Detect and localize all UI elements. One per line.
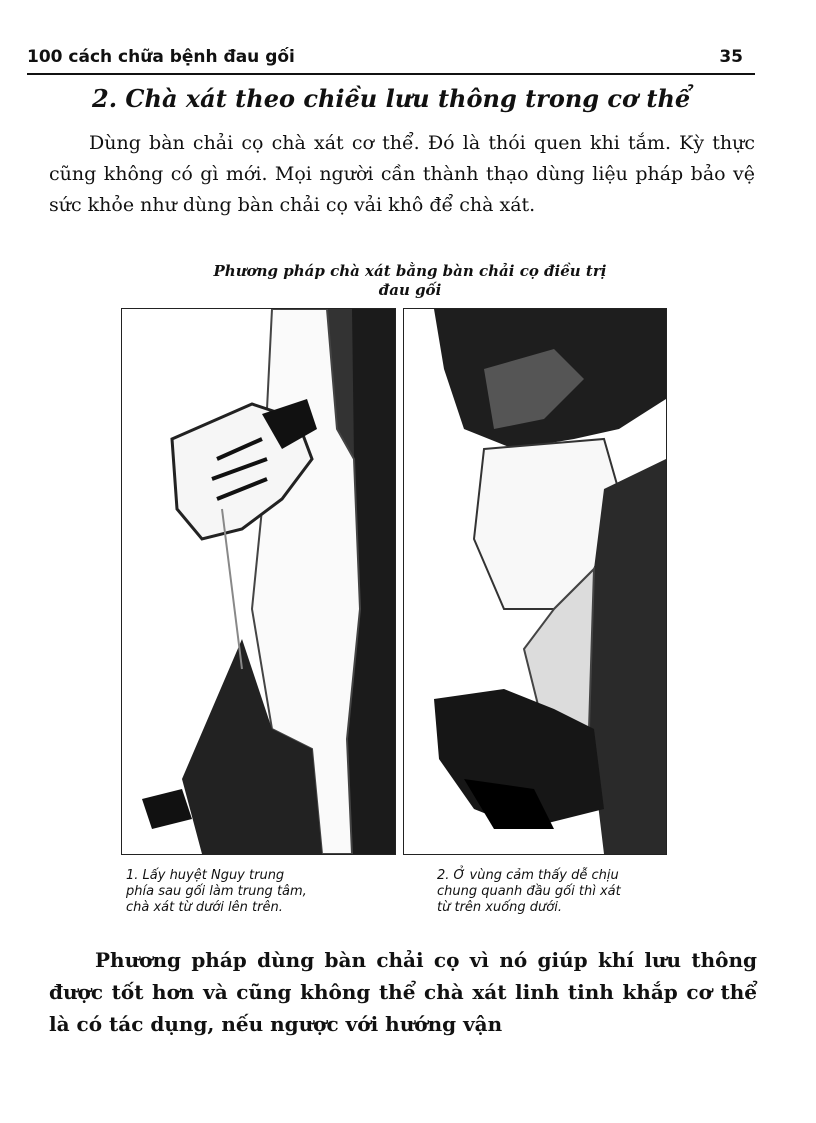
- body-line: khắp cơ thể là có tác dụng, nếu ngược với hướng vận: [49, 980, 758, 1036]
- figure-caption-line: đau gối: [378, 281, 442, 299]
- photo-caption-line: 1. Lấy huyệt Nguy trung: [126, 868, 285, 883]
- running-header: [27, 47, 755, 75]
- intro-line: thạo dùng liệu pháp bảo vệ sức khỏe như dùng bàn chải: [49, 163, 755, 216]
- page-number: 35: [719, 47, 743, 67]
- photo-caption-line: phía sau gối làm trung tâm,: [126, 884, 307, 899]
- photo-caption-line: chà xát từ dưới lên trên.: [126, 900, 283, 915]
- photo-caption-line: từ trên xuống dưới.: [437, 900, 562, 915]
- photo-caption-line: chung quanh đầu gối thì xát: [437, 884, 621, 899]
- figure-caption-line: Phương pháp chà xát bằng bàn chải cọ điều trị: [213, 262, 607, 280]
- body-line: thông được tốt hơn và cũng không thể chà xát linh tinh: [49, 948, 758, 1004]
- section-heading: 2. Chà xát theo chiều lưu thông trong cơ thể: [92, 84, 691, 113]
- intro-paragraph: [49, 128, 755, 221]
- figure-caption: [140, 262, 680, 300]
- intro-line: cọ vải khô để chà xát.: [325, 194, 536, 216]
- body-line: Phương pháp dùng bàn chải cọ vì nó giúp khí lưu: [95, 948, 682, 972]
- photo-caption-line: 2. Ở vùng cảm thấy dễ chịu: [437, 868, 619, 883]
- book-title: 100 cách chữa bệnh đau gối: [27, 47, 295, 67]
- leg-illustration-left: [122, 309, 395, 854]
- intro-line: tắm. Kỳ thực cũng không có gì mới. Mọi người cần thành: [49, 132, 755, 185]
- photo-caption-1: [126, 868, 396, 916]
- intro-line: Dùng bàn chải cọ chà xát cơ thể. Đó là thói quen khi: [89, 132, 620, 154]
- photo-leg-back-of-knee: [121, 308, 396, 855]
- photo-caption-2: [437, 868, 717, 916]
- leg-illustration-right: [404, 309, 666, 854]
- photo-leg-around-knee: [403, 308, 667, 855]
- body-paragraph: [49, 944, 757, 1040]
